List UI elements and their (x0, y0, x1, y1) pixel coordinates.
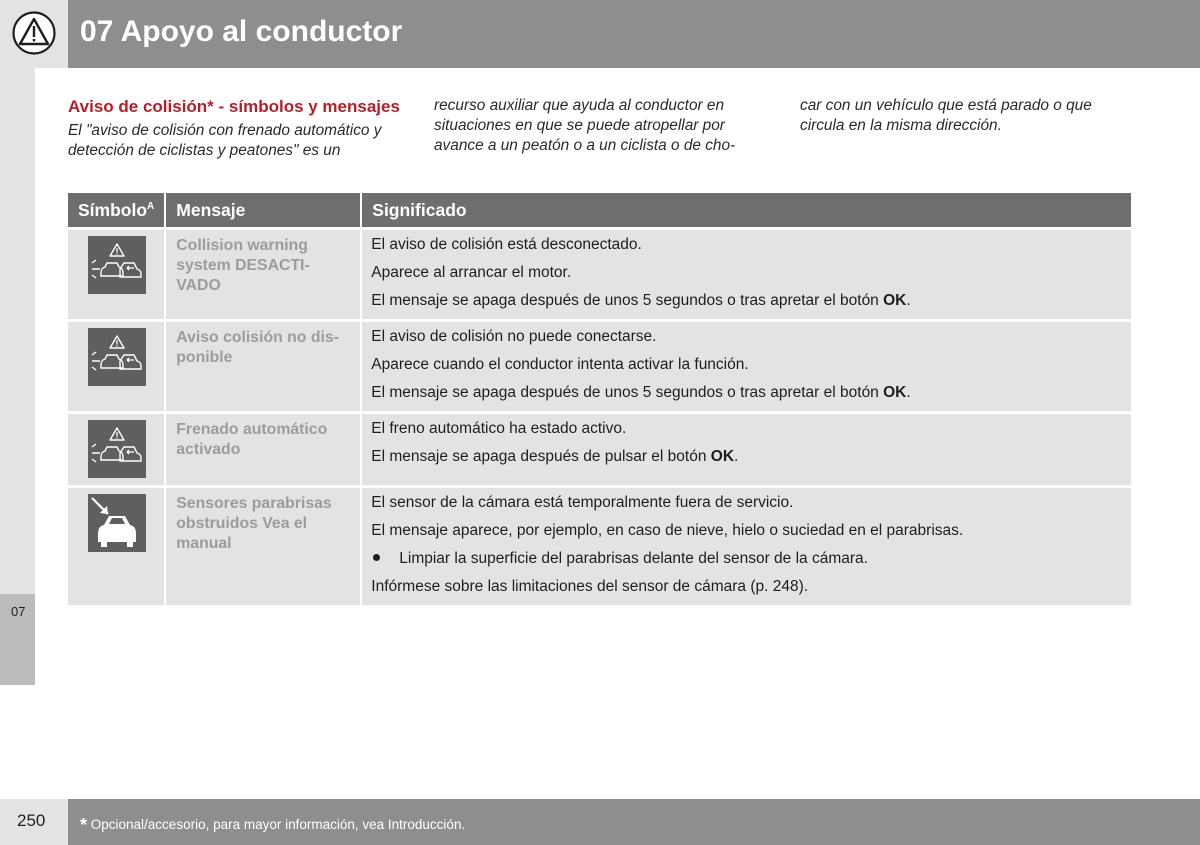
collision-warning-icon (88, 420, 146, 478)
header-bar (68, 0, 1200, 68)
table-header-row (68, 193, 1131, 227)
footnote: * Opcional/accesorio, para mayor información, vea Introducción. (80, 815, 466, 835)
header-icon-area (0, 0, 68, 68)
footer-bar (68, 799, 1200, 845)
collision-warning-icon (88, 328, 146, 386)
meaning-line: El freno automático ha estado activo. (371, 420, 627, 437)
bullet-dot-icon (371, 549, 399, 569)
messages-table (68, 193, 1131, 605)
meaning-line-ok: El mensaje se apaga después de pulsar el botón OK. (371, 448, 739, 465)
meaning-cell (362, 485, 1131, 605)
intro-column-2 (434, 96, 774, 156)
meaning-line: El mensaje aparece, por ejemplo, en caso de nieve, hielo o suciedad en el parabrisas. (371, 522, 964, 539)
header-symbol: Símbolo$^A$ (68, 193, 166, 227)
message-text: Sensores parabrisas obstruidos Vea el manual (166, 485, 362, 605)
intro-column-1 (68, 96, 408, 161)
intro-text-2: recurso auxiliar que ayuda al conductor en situaciones en que se puede atropellar por avance a un peatón o a un ciclista o de cho- (434, 97, 736, 154)
message-text: Aviso colisión no dis-ponible (166, 319, 362, 411)
windscreen-sensor-icon (88, 494, 146, 552)
chapter-title: 07 Apoyo al conductor (80, 15, 403, 48)
intro-text-3: car con un vehículo que está parado o que circula en la misma dirección. (800, 97, 1092, 134)
warning-triangle-icon (12, 11, 56, 55)
meaning-cell (362, 319, 1131, 411)
meaning-line: El aviso de colisión no puede conectarse. (371, 328, 657, 345)
meaning-line: Aparece al arrancar el motor. (371, 264, 572, 281)
meaning-line-ok: El mensaje se apaga después de unos 5 segundos o tras apretar el botón OK. (371, 292, 911, 309)
table-row (68, 411, 1131, 485)
table-row (68, 227, 1131, 319)
page-number: 250 (17, 811, 46, 830)
side-margin (0, 68, 35, 685)
intro-column-3 (800, 96, 1140, 136)
meaning-cell (362, 411, 1131, 485)
message-text: Frenado automático activado (166, 411, 362, 485)
message-text: Collision warning system DESACTI-VADO (166, 227, 362, 319)
meaning-line: El aviso de colisión está desconectado. (371, 236, 642, 253)
header-message: Mensaje (166, 193, 362, 227)
meaning-line-ok: El mensaje se apaga después de unos 5 segundos o tras apretar el botón OK. (371, 384, 911, 401)
bullet-item: Limpiar la superficie del parabrisas delante del sensor de la cámara. (371, 549, 1121, 569)
section-title: Aviso de colisión* - símbolos y mensajes (68, 97, 400, 116)
meaning-line: El sensor de la cámara está temporalmente fuera de servicio. (371, 494, 794, 511)
collision-warning-icon (88, 236, 146, 294)
meaning-line: Aparece cuando el conductor intenta activar la función. (371, 356, 749, 373)
meaning-cell (362, 227, 1131, 319)
chapter-tab-label: 07 (11, 604, 26, 619)
meaning-line: Infórmese sobre las limitaciones del sensor de cámara (p. 248). (371, 578, 809, 595)
table-row (68, 319, 1131, 411)
header-meaning: Significado (362, 193, 1131, 227)
intro-text-1: El "aviso de colisión con frenado automático y detección de ciclistas y peatones" es un (68, 122, 382, 159)
table-row (68, 485, 1131, 605)
